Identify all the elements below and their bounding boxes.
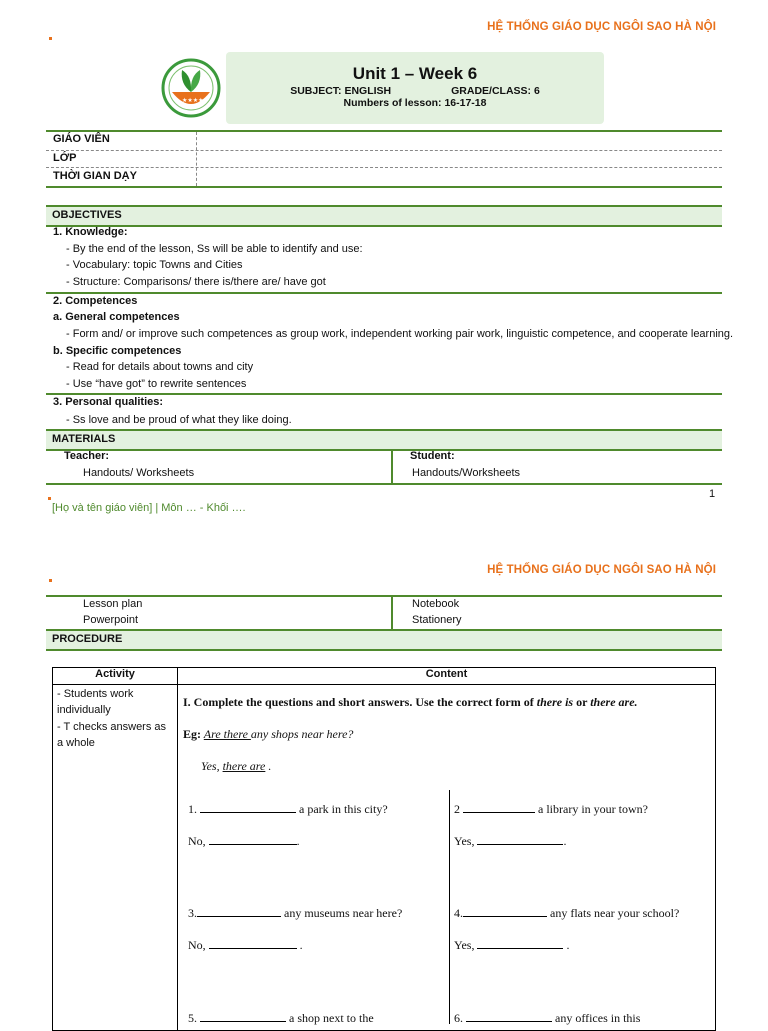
materials-header [46, 429, 722, 451]
answer-blank[interactable] [200, 1012, 286, 1022]
school-logo-icon [158, 58, 224, 118]
question-text: any flats near your school? [550, 906, 680, 920]
question-2 [454, 802, 648, 817]
divider [46, 186, 722, 188]
short-answer-prefix: Yes, [454, 938, 475, 952]
divider [391, 596, 393, 630]
example-yes: Yes, [201, 759, 223, 773]
content-column-header: Content [178, 668, 716, 685]
question-text: a shop next to the [289, 1011, 374, 1025]
short-answer-4 [454, 938, 569, 953]
specific-competences-item: - Use “have got” to rewrite sentences [66, 378, 247, 390]
svg-text:★★★★: ★★★★ [182, 97, 204, 104]
procedure-header [46, 629, 722, 651]
lesson-title: Unit 1 – Week 6 [352, 64, 478, 83]
activity-column-header: Activity [53, 668, 178, 685]
procedure-heading: PROCEDURE [52, 633, 123, 645]
task-instruction [183, 695, 638, 710]
task-or: or [573, 695, 591, 709]
example-rest: any shops near here? [250, 727, 354, 741]
example-label: Eg: [183, 727, 201, 741]
teacher-label: GIÁO VIÊN [53, 133, 110, 145]
question-number: 6. [454, 1011, 463, 1025]
short-answer-1 [188, 834, 300, 849]
short-answer-end: . [563, 834, 567, 848]
student-material-item: Stationery [412, 614, 462, 626]
example-short-answer [201, 759, 271, 774]
materials-heading: MATERIALS [52, 433, 116, 445]
divider [46, 130, 722, 132]
answer-blank[interactable] [200, 803, 296, 813]
short-answer-prefix: No, [188, 938, 206, 952]
divider [46, 292, 722, 294]
general-competences-title: a. General competences [53, 311, 180, 323]
table-row [53, 685, 716, 1031]
question-number: 4. [454, 906, 463, 920]
subject-grade-line [226, 85, 604, 97]
short-answer-end: . [299, 938, 303, 952]
student-material-item: Handouts/Worksheets [412, 467, 521, 479]
question-number: 5. [188, 1011, 197, 1025]
divider [46, 167, 722, 168]
table-header-row [53, 668, 716, 685]
example-question [183, 727, 353, 742]
task-there-are: there are. [590, 695, 638, 709]
knowledge-title: 1. Knowledge: [53, 226, 128, 238]
objectives-header [46, 205, 722, 227]
time-label: THỜI GIAN DẠY [53, 170, 137, 182]
bullet-dot [48, 497, 51, 500]
answer-blank[interactable] [463, 803, 535, 813]
example-yes-end: . [265, 759, 272, 773]
subject: SUBJECT: ENGLISH [290, 85, 392, 97]
general-competences-item: - Form and/ or improve such competences as group work, independent working pair work, linguistic competence, and cooperate learning. [66, 328, 734, 340]
lesson-numbers: Numbers of lesson: 16-17-18 [343, 97, 487, 109]
teacher-materials-label: Teacher: [64, 450, 110, 462]
divider [391, 449, 393, 483]
answer-blank[interactable] [197, 907, 281, 917]
school-name: HỆ THỐNG GIÁO DỤC NGÔI SAO HÀ NỘI [487, 564, 716, 576]
short-answer-prefix: No, [188, 834, 206, 848]
answer-blank[interactable] [477, 939, 563, 949]
question-number: 3. [188, 906, 197, 920]
short-answer-prefix: Yes, [454, 834, 475, 848]
question-text: a park in this city? [299, 802, 388, 816]
answer-blank[interactable] [209, 835, 297, 845]
task-prefix: I. Complete the questions and short answers. Use the correct form of [183, 695, 537, 709]
specific-competences-item: - Read for details about towns and city [66, 361, 254, 373]
question-text: any offices in this [555, 1011, 641, 1025]
short-answer-end: . [566, 938, 570, 952]
question-text: a library in your town? [538, 802, 648, 816]
answer-blank[interactable] [477, 835, 563, 845]
knowledge-item: - Vocabulary: topic Towns and Cities [66, 259, 243, 271]
question-4 [454, 906, 679, 921]
answer-blank[interactable] [466, 1012, 552, 1022]
answer-blank[interactable] [209, 939, 297, 949]
student-material-item: Notebook [412, 598, 460, 610]
class-label: LỚP [53, 152, 77, 164]
objectives-heading: OBJECTIVES [52, 209, 122, 221]
student-materials-label: Student: [410, 450, 455, 462]
school-name: HỆ THỐNG GIÁO DỤC NGÔI SAO HÀ NỘI [487, 21, 716, 33]
personal-qualities-title: 3. Personal qualities: [53, 396, 164, 408]
teacher-material-item: Lesson plan [83, 598, 143, 610]
procedure-table [52, 667, 716, 1031]
footer-teacher-subject: [Họ và tên giáo viên] | Môn … - Khối …. [52, 502, 246, 514]
page-number: 1 [709, 488, 716, 500]
knowledge-item: - By the end of the lesson, Ss will be able to identify and use: [66, 243, 363, 255]
short-answer-end: . [296, 834, 300, 848]
answer-blank[interactable] [463, 907, 547, 917]
lesson-title-box [226, 52, 604, 124]
question-number: 1. [188, 802, 197, 816]
divider [46, 150, 722, 151]
example-yes-answer: there are [222, 759, 266, 773]
divider [46, 483, 722, 485]
question-text: any museums near here? [284, 906, 403, 920]
short-answer-3 [188, 938, 303, 953]
divider [196, 132, 197, 186]
question-column-divider [449, 790, 450, 1024]
teacher-material-item: Handouts/ Worksheets [83, 467, 195, 479]
activity-cell [53, 685, 178, 1031]
competences-title: 2. Competences [53, 295, 138, 307]
specific-competences-title: b. Specific competences [53, 345, 182, 357]
activity-line: - T checks answers as a whole [57, 721, 167, 749]
grade: GRADE/CLASS: 6 [451, 85, 540, 97]
bullet-dot [49, 579, 52, 582]
personal-qualities-item: - Ss love and be proud of what they like doing. [66, 414, 292, 426]
activity-line: - Students work individually [57, 688, 134, 716]
short-answer-2 [454, 834, 566, 849]
teacher-material-item: Powerpoint [83, 614, 139, 626]
knowledge-item: - Structure: Comparisons/ there is/there are/ have got [66, 276, 326, 288]
task-there-is: there is [536, 695, 574, 709]
bullet-dot [49, 37, 52, 40]
divider [46, 595, 722, 597]
divider [46, 393, 722, 395]
example-answer: Are there [203, 727, 251, 741]
question-3 [188, 906, 402, 921]
question-1 [188, 802, 388, 817]
question-number: 2 [454, 802, 460, 816]
